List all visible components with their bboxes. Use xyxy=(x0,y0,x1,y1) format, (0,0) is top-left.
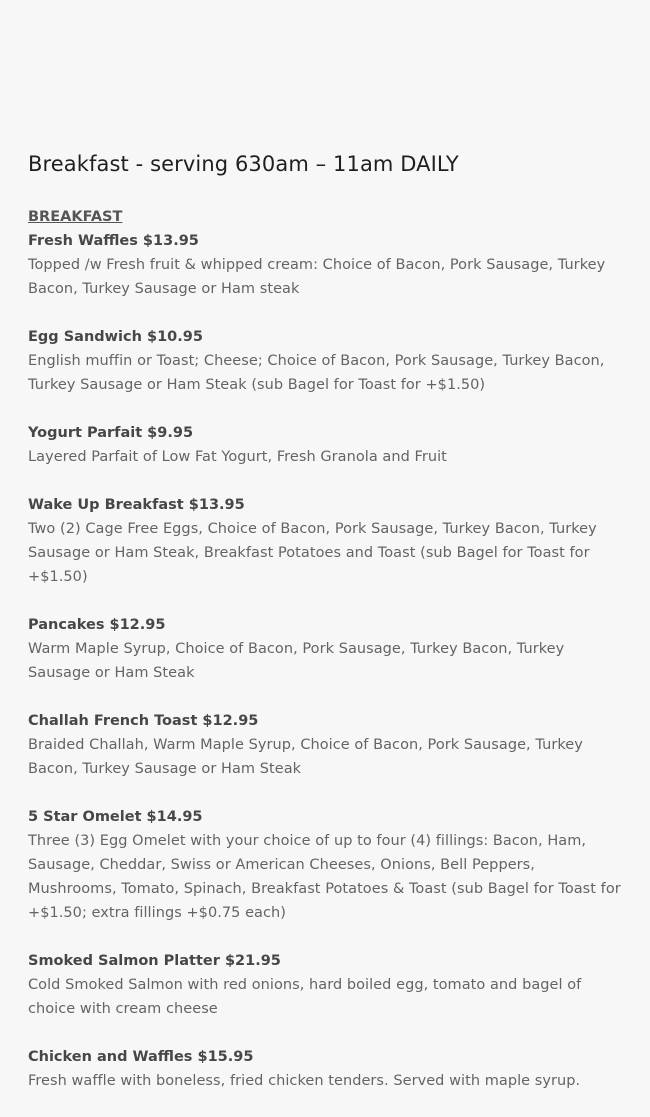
menu-item-chicken-and-waffles xyxy=(28,1045,628,1093)
menu-item-name: Wake Up Breakfast $13.95 xyxy=(28,497,245,513)
section-heading: BREAKFAST xyxy=(28,209,123,225)
menu-item-description: Topped /w Fresh fruit & whipped cream: Choice of Bacon, Pork Sausage, Turkey Bacon, Turkey Sausage or Ham steak xyxy=(28,257,606,297)
menu-item-fresh-waffles xyxy=(28,229,628,301)
menu-item-wake-up-breakfast xyxy=(28,493,628,589)
menu-item-name: Chicken and Waffles $15.95 xyxy=(28,1049,254,1065)
breakfast-menu xyxy=(28,205,628,1117)
menu-item-description: Cold Smoked Salmon with red onions, hard boiled egg, tomato and bagel of choice with cream cheese xyxy=(28,977,582,1017)
menu-item-description: Layered Parfait of Low Fat Yogurt, Fresh Granola and Fruit xyxy=(28,449,447,465)
menu-item-name: Yogurt Parfait $9.95 xyxy=(28,425,194,441)
menu-item-description: Three (3) Egg Omelet with your choice of up to four (4) fillings: Bacon, Ham, Sausage, Cheddar, Swiss or American Cheeses, Onions, Bell Peppers, Mushrooms, Tomato, Spinach, Breakfast Potatoes & Toast (sub Bagel for Toast for +$1.50; extra fillings +$0.75 each) xyxy=(28,833,621,921)
menu-item-name: Egg Sandwich $10.95 xyxy=(28,329,203,345)
menu-item-name: Pancakes $12.95 xyxy=(28,617,166,633)
menu-item-smoked-salmon-platter xyxy=(28,949,628,1021)
menu-item-description: Braided Challah, Warm Maple Syrup, Choice of Bacon, Pork Sausage, Turkey Bacon, Turkey Sausage or Ham Steak xyxy=(28,737,583,777)
menu-item-description: Fresh waffle with boneless, fried chicken tenders. Served with maple syrup. xyxy=(28,1073,581,1089)
menu-item-pancakes xyxy=(28,613,628,685)
menu-item-description: Two (2) Cage Free Eggs, Choice of Bacon, Pork Sausage, Turkey Bacon, Turkey Sausage or Ham Steak, Breakfast Potatoes and Toast (sub Bagel for Toast for +$1.50) xyxy=(28,521,597,585)
menu-item-name: Challah French Toast $12.95 xyxy=(28,713,259,729)
menu-item-name: Fresh Waffles $13.95 xyxy=(28,233,199,249)
menu-item-5-star-omelet xyxy=(28,805,628,925)
menu-item-description: English muffin or Toast; Cheese; Choice of Bacon, Pork Sausage, Turkey Bacon, Turkey Sausage or Ham Steak (sub Bagel for Toast for +$1.50) xyxy=(28,353,605,393)
menu-item-yogurt-parfait xyxy=(28,421,628,469)
menu-item-description: Warm Maple Syrup, Choice of Bacon, Pork Sausage, Turkey Bacon, Turkey Sausage or Ham Steak xyxy=(28,641,565,681)
menu-item-name: Smoked Salmon Platter $21.95 xyxy=(28,953,281,969)
menu-item-name: 5 Star Omelet $14.95 xyxy=(28,809,203,825)
menu-item-challah-french-toast xyxy=(28,709,628,781)
page-title: Breakfast - serving 630am – 11am DAILY xyxy=(28,152,459,176)
menu-item-egg-sandwich xyxy=(28,325,628,397)
